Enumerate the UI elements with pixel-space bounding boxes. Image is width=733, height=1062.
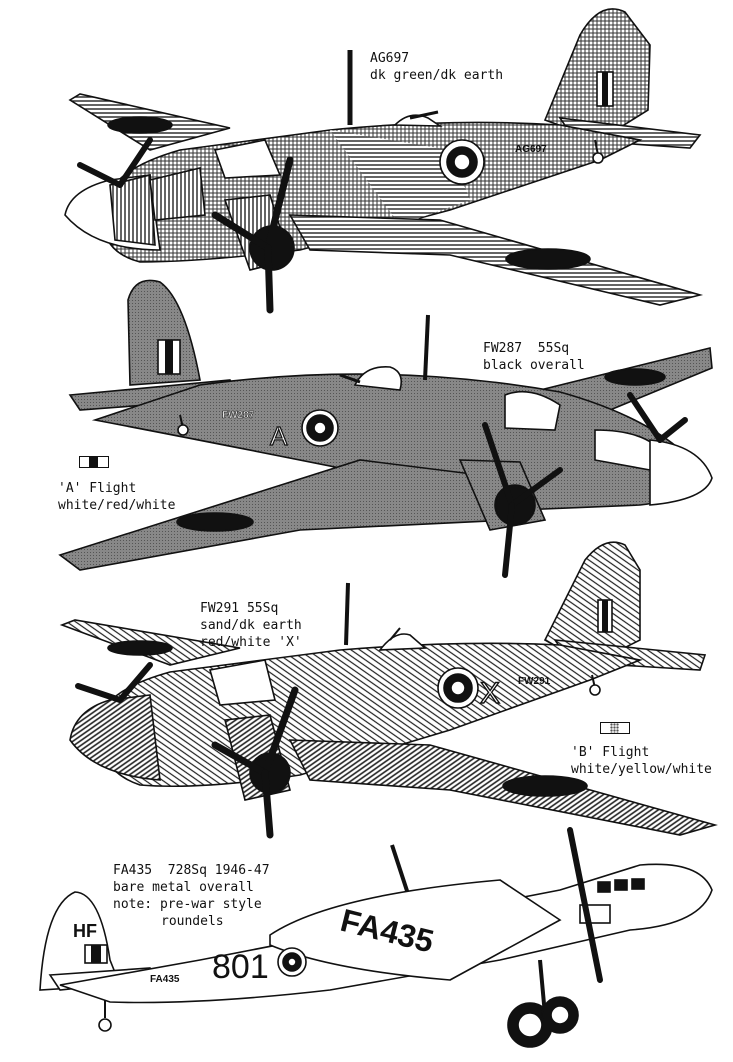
aircraft-2-letter: A [270,421,288,451]
aircraft-2-fuselage-serial: FW287 [222,410,255,421]
aircraft-1-caption [370,50,503,84]
aircraft-3-extra: red/white 'X' [200,635,302,650]
flight-b-colors: white/yellow/white [571,762,712,777]
roundel-1c [506,249,590,269]
aircraft-3-scheme: sand/dk earth [200,618,302,633]
flight-a-label: 'A' Flight [58,481,137,496]
flight-a-colors: white/red/white [58,498,176,513]
aircraft-1-serial-label: AG697 [370,51,410,66]
roundel-3a [108,641,172,655]
aircraft-4-note-2: roundels [161,914,224,929]
aircraft-3-fuselage-serial: FW291 [518,676,551,687]
aircraft-1-scheme: dk green/dk earth [370,68,504,83]
roundel-2b [177,513,253,531]
fin-flash-swatch-a [79,456,109,468]
aircraft-4-caption [113,862,270,930]
aircraft-4-note-1: note: pre-war style [113,897,262,912]
aircraft-2-scheme: black overall [483,358,585,373]
flight-a-caption [58,480,175,514]
aircraft-4-serial-label: FA435 728Sq 1946-47 [113,863,270,878]
fin-flash-swatch-b [600,722,630,734]
flight-b-caption [571,744,712,778]
roundel-3c [503,776,587,796]
aircraft-3-caption [200,600,302,651]
aircraft-3-letter: X [480,677,501,710]
aircraft-1-fuselage-serial: AG697 [515,144,547,155]
roundel-1a [108,117,172,133]
aircraft-2-serial-label: FW287 55Sq [483,341,570,356]
flight-b-label: 'B' Flight [571,745,650,760]
aircraft-3-serial-label: FW291 55Sq [200,601,279,616]
aircraft-2-caption [483,340,585,374]
aircraft-3-drawing [62,542,715,835]
aircraft-4-tail-code: HF [73,921,97,941]
aircraft-4-fuselage-serial: FA435 [150,974,180,985]
aircraft-4-scheme: bare metal overall [113,880,254,895]
aircraft-4-fuselage-code: 801 [212,948,269,986]
aircraft-4-wing-serial: FA435 [337,901,438,960]
aircraft-2-drawing [60,280,712,575]
